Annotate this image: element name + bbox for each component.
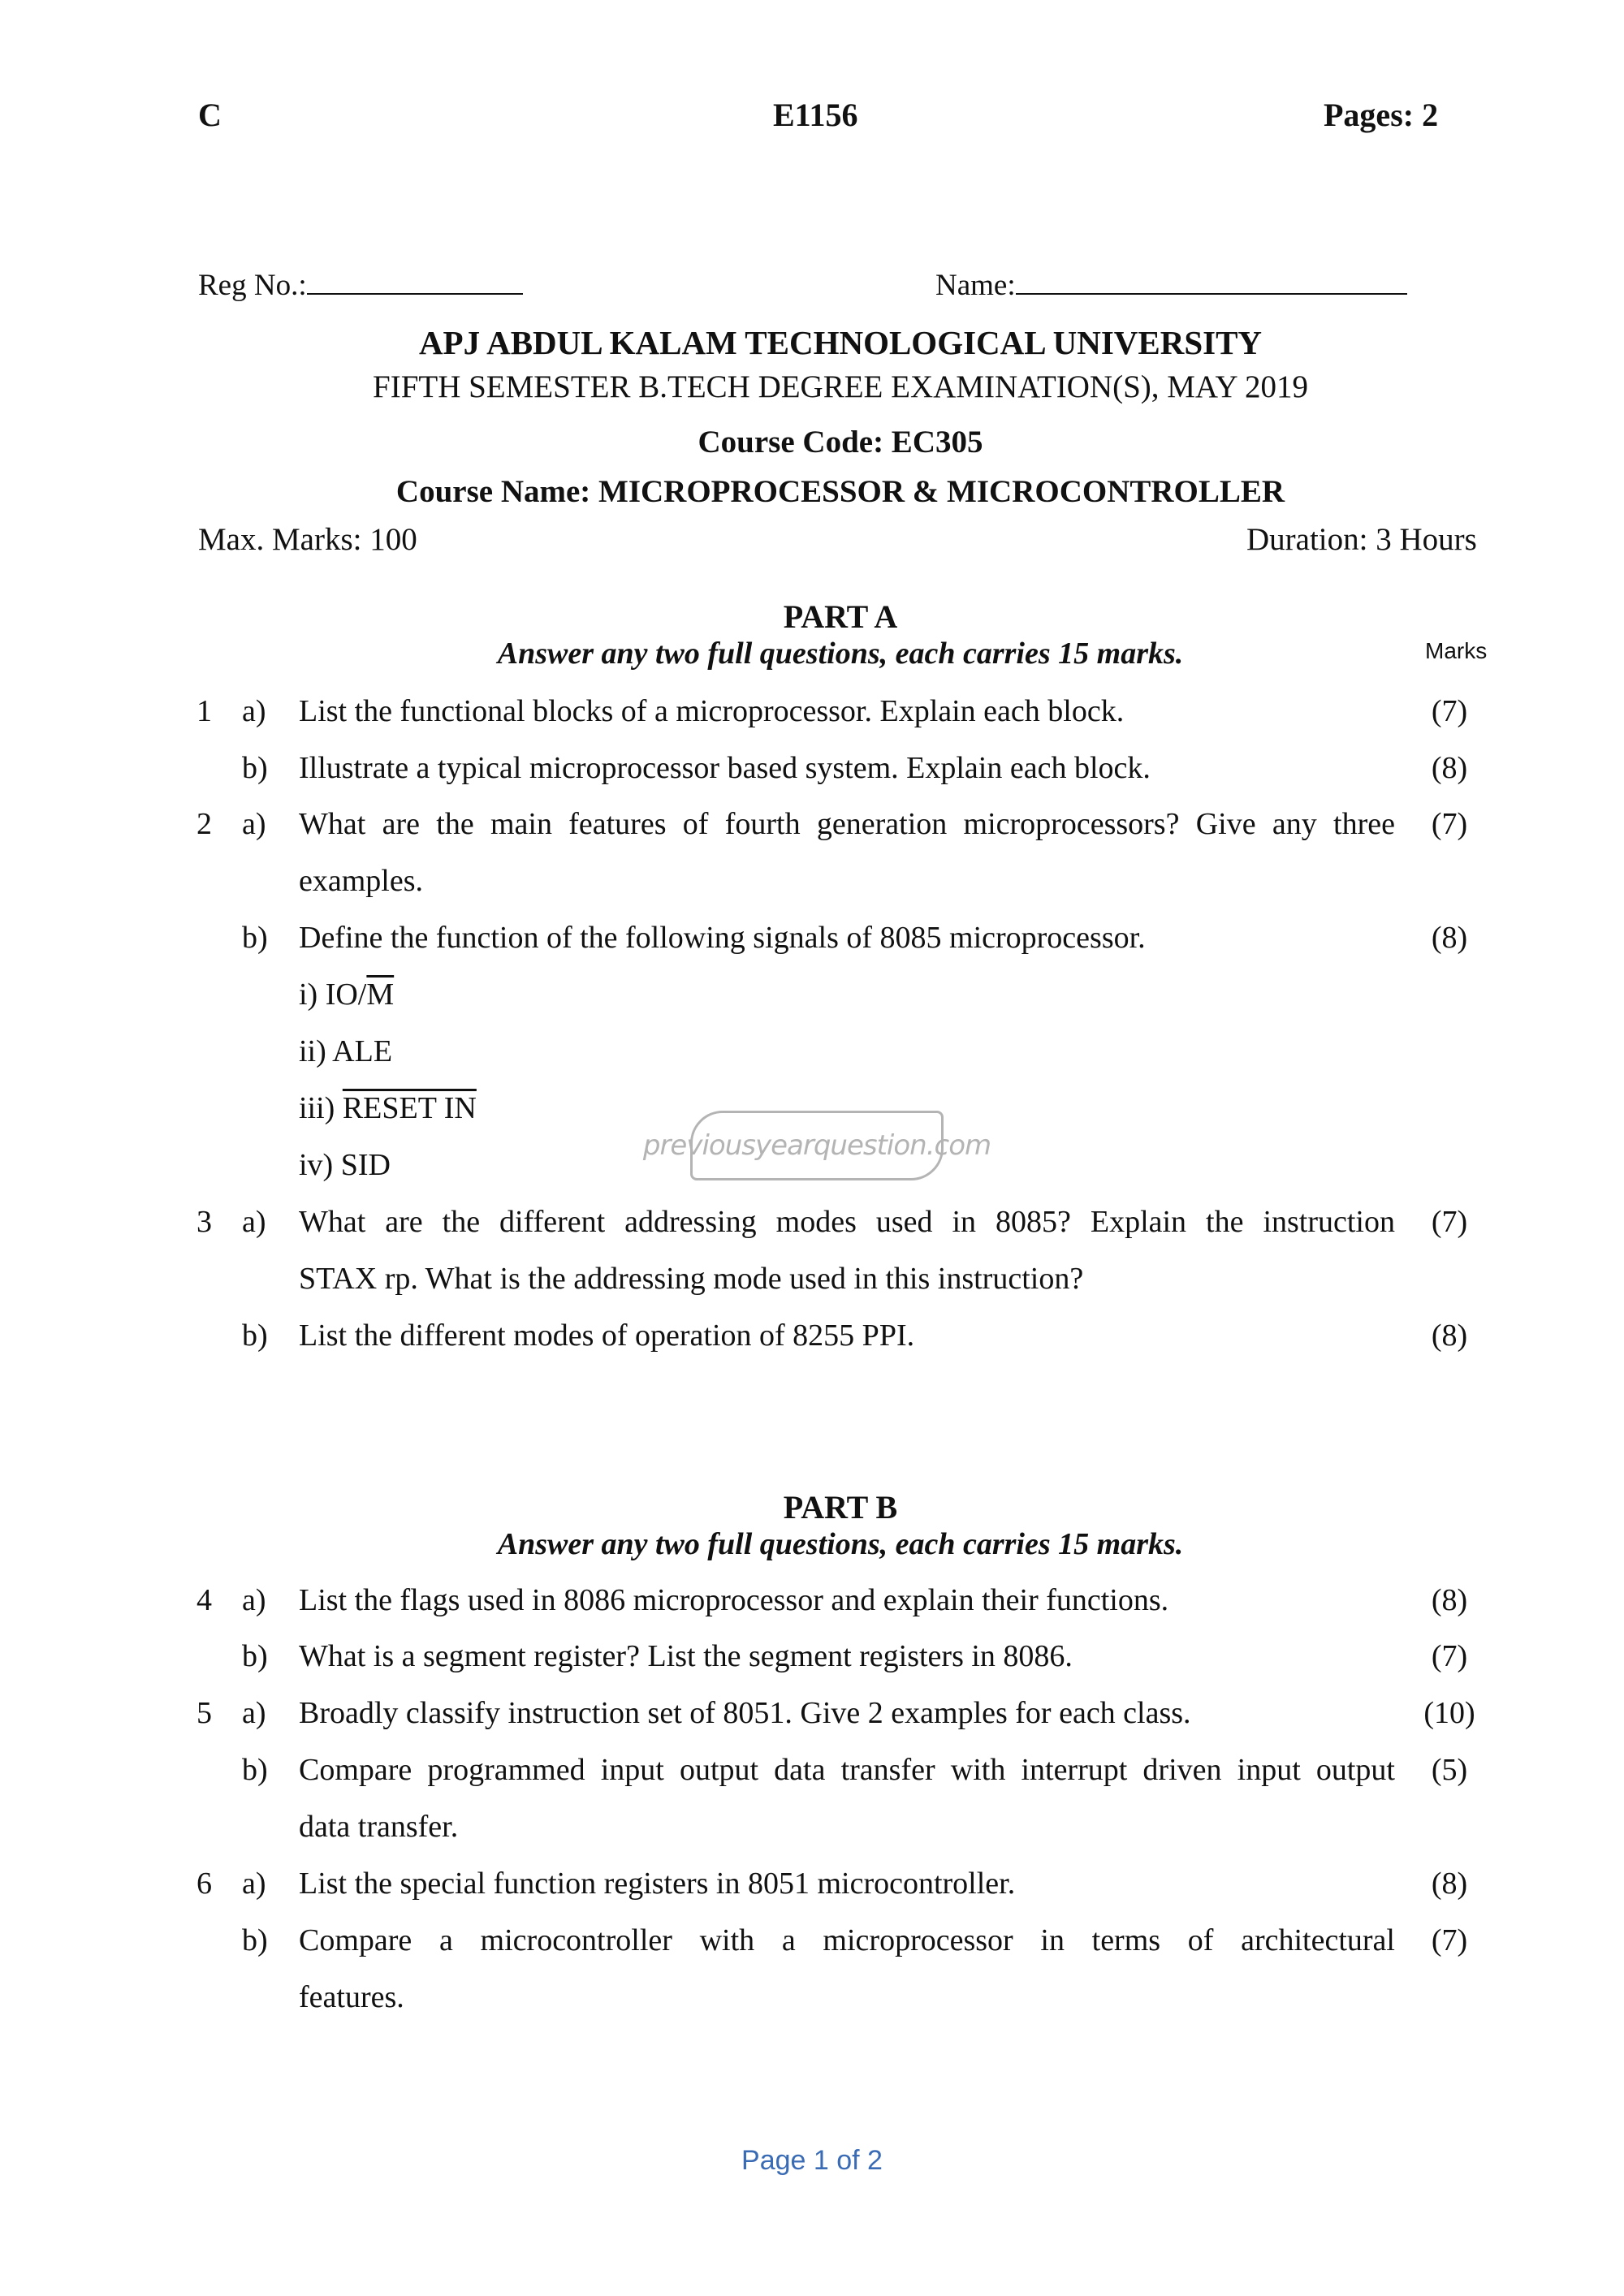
reg-no-blank: [307, 269, 523, 295]
question-text-line-1: Compare a microcontroller with a microprocessor in terms of architectural: [299, 1923, 1395, 1957]
question-text: Broadly classify instruction set of 8051. Give 2 examples for each class.: [299, 1696, 1191, 1730]
signal-item-sid: iv) SID: [299, 1148, 391, 1182]
sub-label: a): [242, 1867, 266, 1901]
question-text: Illustrate a typical microprocessor based system. Explain each block.: [299, 751, 1151, 785]
question-marks: (8): [1431, 1867, 1468, 1901]
sub-label: a): [242, 1696, 266, 1730]
question-text-line-1: What are the main features of fourth generation microprocessors? Give any three: [299, 807, 1395, 841]
question-text-line-2: features.: [299, 1980, 404, 2014]
question-text: List the different modes of operation of 8255 PPI.: [299, 1318, 915, 1353]
reg-no-label: Reg No.:: [198, 269, 307, 302]
question-number: 6: [197, 1867, 212, 1901]
paper-series-letter: C: [198, 97, 222, 133]
sub-label: b): [242, 1923, 268, 1957]
max-marks: Max. Marks: 100: [198, 522, 417, 557]
question-text: List the special function registers in 8051 microcontroller.: [299, 1867, 1016, 1901]
question-text: What is a segment register? List the segment registers in 8086.: [299, 1639, 1073, 1673]
question-number: 2: [197, 807, 212, 841]
sub-label: a): [242, 807, 266, 841]
name-label: Name:: [935, 269, 1016, 302]
exam-title: FIFTH SEMESTER B.TECH DEGREE EXAMINATION(S), MAY 2019: [373, 369, 1308, 404]
question-text: List the functional blocks of a microprocessor. Explain each block.: [299, 694, 1125, 728]
sub-label: a): [242, 1205, 266, 1239]
question-marks: (8): [1431, 1318, 1468, 1353]
question-marks: (7): [1431, 694, 1468, 728]
question-number: 5: [197, 1696, 212, 1730]
question-text-line-1: Compare programmed input output data transfer with interrupt driven input output: [299, 1753, 1395, 1787]
question-marks: (8): [1431, 921, 1468, 955]
question-marks: (7): [1431, 1205, 1468, 1239]
question-marks: (7): [1431, 807, 1468, 841]
page-footer: Page 1 of 2: [741, 2145, 883, 2176]
watermark: previousyearquestion.com: [690, 1111, 944, 1180]
sub-label: b): [242, 1639, 268, 1673]
duration: Duration: 3 Hours: [1246, 522, 1477, 557]
part-b-title: PART B: [783, 1489, 898, 1526]
sub-label: b): [242, 1753, 268, 1787]
sub-label: a): [242, 694, 266, 728]
signal-bar-text: $\overline{M}$: [366, 978, 395, 1012]
sub-label: b): [242, 921, 268, 955]
question-text: List the flags used in 8086 microprocessor and explain their functions.: [299, 1583, 1169, 1617]
signal-label: i) IO/: [299, 978, 367, 1012]
question-number: 3: [197, 1205, 212, 1239]
university-name: APJ ABDUL KALAM TECHNOLOGICAL UNIVERSITY: [418, 324, 1263, 361]
sub-label: b): [242, 1318, 268, 1353]
question-text: Define the function of the following signals of 8085 microprocessor.: [299, 921, 1146, 955]
marks-heading: Marks: [1425, 638, 1488, 663]
signal-label: iii): [299, 1091, 343, 1125]
question-marks: (5): [1431, 1753, 1468, 1787]
question-text-line-2: data transfer.: [299, 1810, 459, 1844]
question-marks: (8): [1431, 1583, 1468, 1617]
part-b-instruction: Answer any two full questions, each carries 15 marks.: [497, 1527, 1184, 1561]
signal-item-io-m: [299, 977, 1395, 1012]
name-blank: [1016, 269, 1407, 295]
course-name: Course Name: MICROPROCESSOR & MICROCONTROLLER: [395, 474, 1285, 509]
question-text-line-2: examples.: [299, 864, 424, 898]
signal-bar-text: RESET IN: [342, 1091, 477, 1125]
sub-label: b): [242, 751, 268, 785]
question-number: 4: [197, 1583, 212, 1617]
page-count: Pages: 2: [1324, 97, 1439, 133]
name-field: [935, 268, 1407, 303]
question-marks: (10): [1423, 1696, 1475, 1730]
question-text-line-2: STAX rp. What is the addressing mode used in this instruction?: [299, 1262, 1084, 1296]
question-text-line-1: What are the different addressing modes used in 8085? Explain the instruction: [299, 1205, 1395, 1239]
question-marks: (8): [1431, 751, 1468, 785]
question-marks: (7): [1431, 1639, 1468, 1673]
part-a-title: PART A: [783, 598, 898, 635]
reg-no-field: [198, 268, 523, 303]
question-number: 1: [197, 694, 212, 728]
paper-code: E1156: [773, 97, 858, 133]
question-marks: (7): [1431, 1923, 1468, 1957]
course-code: Course Code: EC305: [698, 425, 983, 460]
sub-label: a): [242, 1583, 266, 1617]
part-a-instruction: Answer any two full questions, each carries 15 marks.: [497, 637, 1184, 671]
signal-item-ale: ii) ALE: [299, 1034, 393, 1068]
